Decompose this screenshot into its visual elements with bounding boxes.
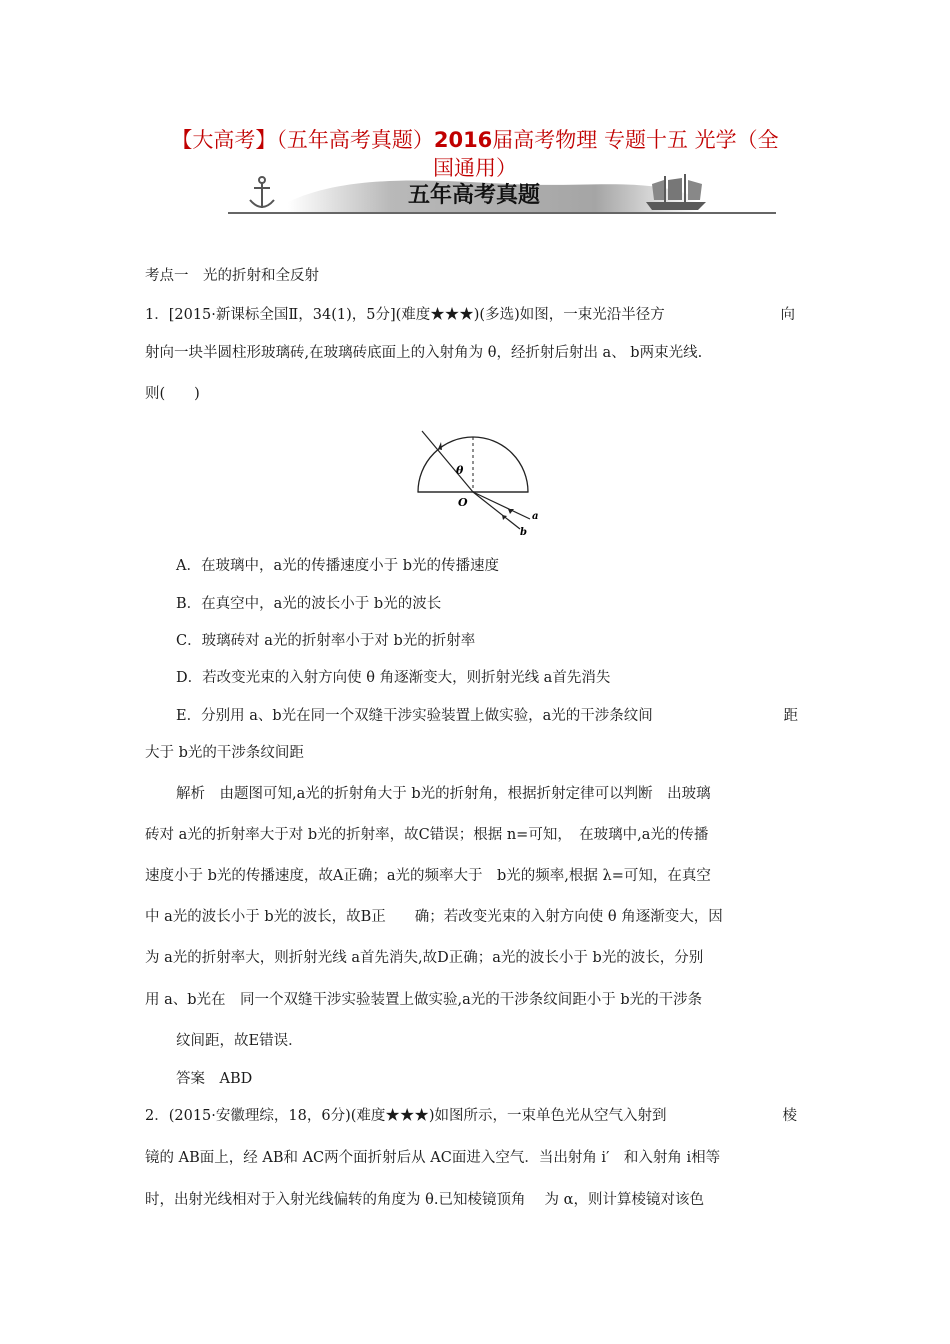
title-year: 2016	[433, 128, 493, 152]
analysis-line1: 解析 由题图可知,a光的折射角大于 b光的折射角，根据折射定律可以判断 出玻璃	[176, 786, 711, 802]
banner-text: 五年高考真题	[407, 183, 541, 208]
q2-line2: 镜的 AB面上，经 AB和 AC两个面折射后从 AC面进入空气．当出射角 i′ 和入射角 i相等	[145, 1150, 721, 1166]
title-line2: 国通用）	[433, 156, 517, 180]
figure-origin-label: O	[458, 496, 468, 509]
option-e-right: 距	[783, 708, 798, 724]
sailing-ship-icon	[646, 174, 706, 210]
anchor-icon	[250, 177, 274, 208]
analysis-line2: 砖对 a光的折射率大于对 b光的折射率，故C错误；根据 n=可知， 在玻璃中,a光的传播	[145, 827, 709, 843]
figure-theta-label: θ	[456, 464, 464, 477]
option-e-line1	[176, 706, 798, 726]
option-a: A．在玻璃中，a光的传播速度小于 b光的传播速度	[176, 558, 500, 574]
q1-stem-line1	[145, 305, 795, 325]
analysis-line6: 用 a、b光在 同一个双缝干涉实验装置上做实验,a光的干涉条纹间距小于 b光的干涉条	[145, 992, 703, 1008]
q1-stem-line3: 则( )	[145, 386, 200, 402]
option-e-left: E．分别用 a、b光在同一个双缝干涉实验装置上做实验，a光的干涉条纹间	[176, 708, 653, 724]
figure-ray-b-label: b	[520, 527, 527, 537]
section-heading: 考点一 光的折射和全反射	[145, 268, 319, 284]
analysis-line4: 中 a光的波长小于 b光的波长，故B正 确；若改变光束的入射方向使 θ 角逐渐变大，因	[145, 909, 723, 925]
q2-line1-left: 2．(2015·安徽理综，18，6分)(难度★★★)如图所示，一束单色光从空气入射到	[145, 1108, 667, 1124]
q1-stem-line1-left: 1．[2015·新课标全国Ⅱ，34(1)，5分](难度★★★)(多选)如图，一束光沿半径方	[145, 307, 665, 323]
analysis-line5: 为 a光的折射率大，则折射光线 a首先消失,故D正确；a光的波长小于 b光的波长，分别	[145, 950, 704, 966]
q1-answer: 答案 ABD	[176, 1071, 253, 1087]
option-c: C．玻璃砖对 a光的折射率小于对 b光的折射率	[176, 633, 476, 649]
q1-stem-line2: 射向一块半圆柱形玻璃砖,在玻璃砖底面上的入射角为 θ，经折射后射出 a、 b两束光线.	[145, 345, 703, 361]
option-d: D．若改变光束的入射方向使 θ 角逐渐变大，则折射光线 a首先消失	[176, 670, 611, 686]
figure-ray-a-label: a	[532, 511, 539, 522]
analysis-line7: 纹间距，故E错误．	[176, 1033, 303, 1049]
q2-line1-right: 棱	[782, 1108, 797, 1124]
q2-line3: 时，出射光线相对于入射光线偏转的角度为 θ.已知棱镜顶角 为 α，则计算棱镜对该色	[145, 1192, 704, 1208]
title-rest: 届高考物理 专题十五 光学（全	[492, 128, 779, 152]
q1-stem-line1-right: 向	[780, 307, 795, 323]
semicircle-glass-figure	[408, 427, 548, 537]
option-b: B．在真空中，a光的波长小于 b光的波长	[176, 596, 442, 612]
option-e-line2: 大于 b光的干涉条纹间距	[145, 745, 304, 761]
analysis-line3: 速度小于 b光的传播速度，故A正确；a光的频率大于 b光的频率,根据 λ=可知，在真空	[145, 868, 711, 884]
five-year-banner	[228, 172, 776, 218]
q2-line1	[145, 1106, 797, 1126]
title-prefix: 【大高考】（五年高考真题）	[171, 128, 434, 152]
